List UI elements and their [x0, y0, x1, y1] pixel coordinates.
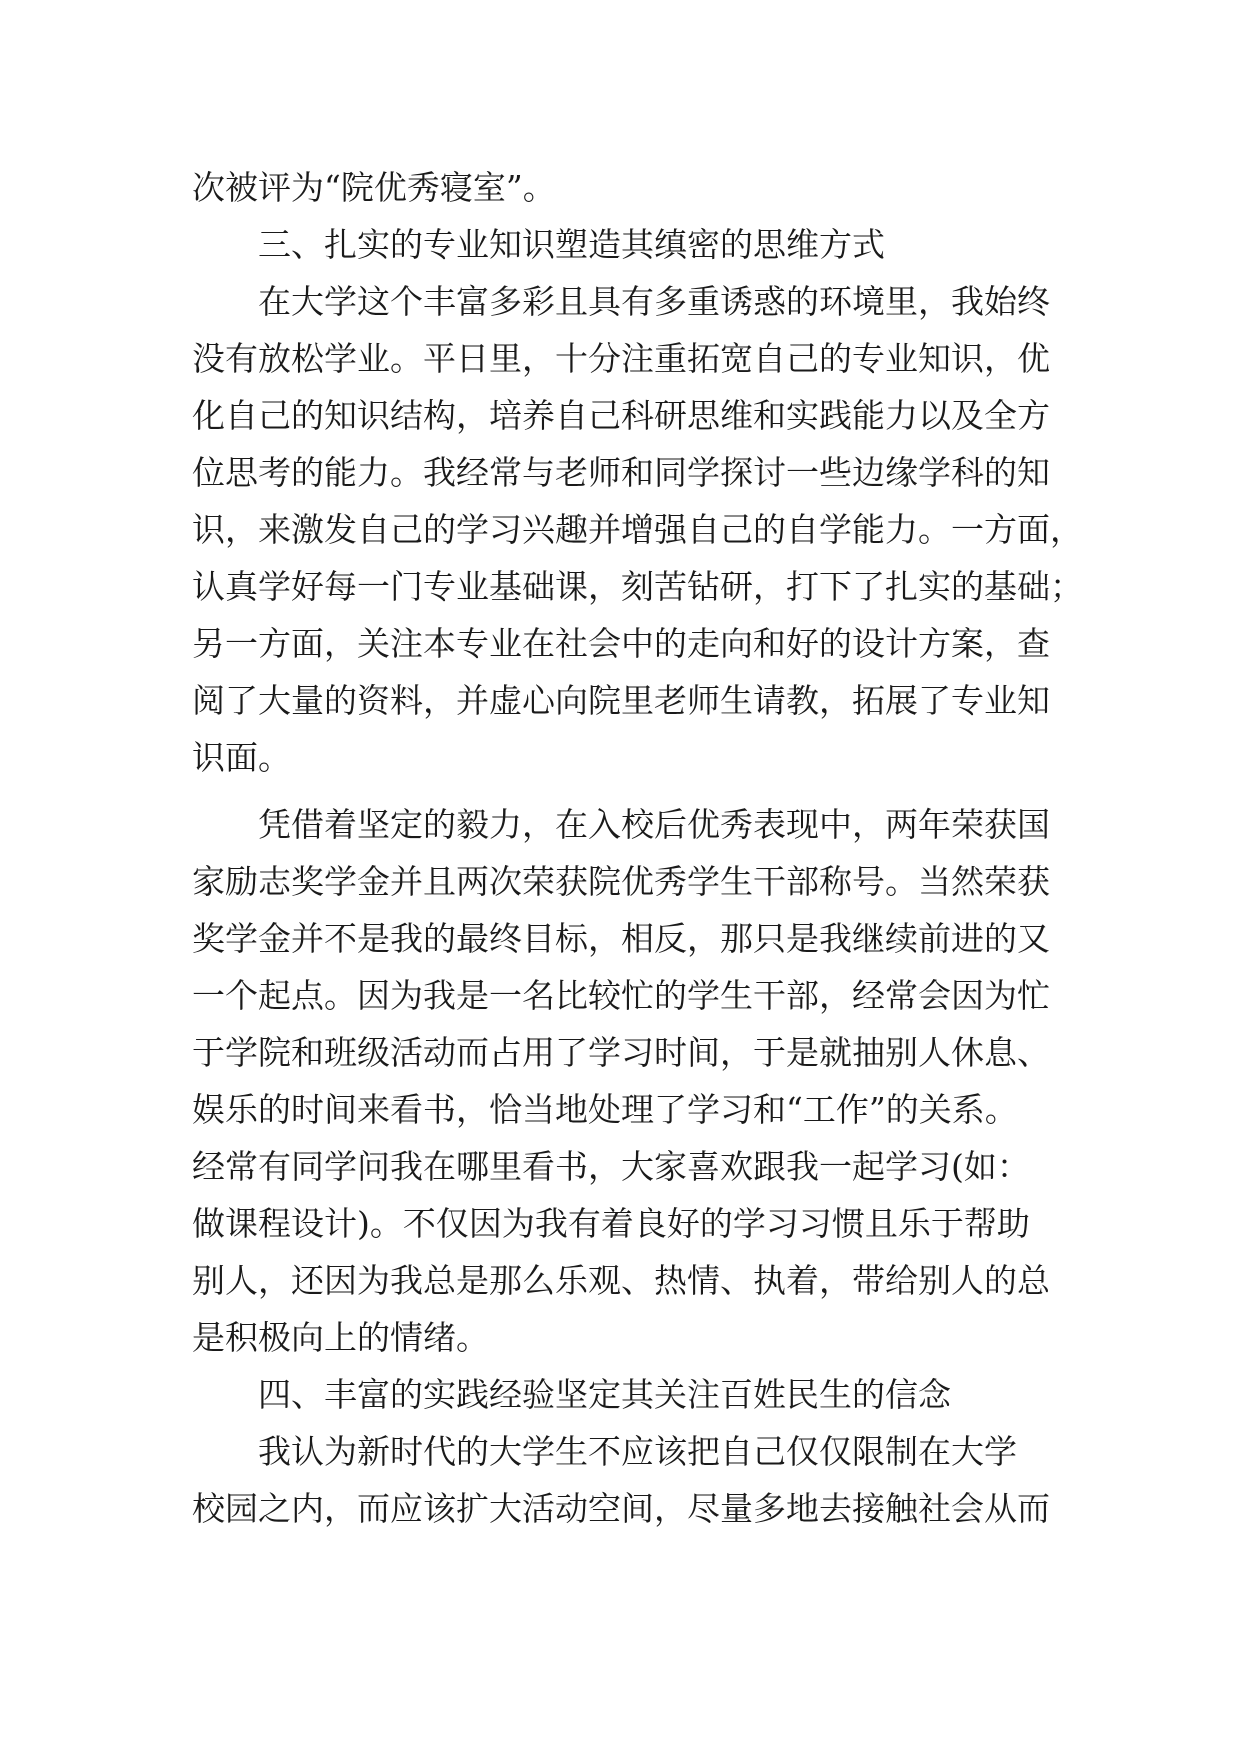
text-line-10: 阅了大量的资料，并虚心向院里老师生请教，拓展了专业知 [192, 681, 1050, 720]
text-line-3: 在大学这个丰富多彩且具有多重诱惑的环境里，我始终 [258, 282, 1050, 321]
section-heading-4: 四、丰富的实践经验坚定其关注百姓民生的信念 [258, 1375, 951, 1414]
text-line-5: 化自己的知识结构，培养自己科研思维和实践能力以及全方 [192, 396, 1050, 435]
text-line-1: 次被评为“院优秀寝室”。 [192, 168, 556, 207]
text-line-13: 家励志奖学金并且两次荣获院优秀学生干部称号。当然荣获 [192, 862, 1050, 901]
text-line-24: 校园之内，而应该扩大活动空间，尽量多地去接触社会从而 [192, 1489, 1050, 1528]
text-line-18: 经常有同学问我在哪里看书，大家喜欢跟我一起学习(如： [192, 1147, 1030, 1186]
text-line-11: 识面。 [192, 738, 291, 777]
text-line-23: 我认为新时代的大学生不应该把自己仅仅限制在大学 [258, 1432, 1017, 1471]
text-line-20: 别人，还因为我总是那么乐观、热情、执着，带给别人的总 [192, 1261, 1050, 1300]
text-line-16: 于学院和班级活动而占用了学习时间，于是就抽别人休息、 [192, 1033, 1050, 1072]
text-line-21: 是积极向上的情绪。 [192, 1318, 489, 1357]
text-line-6: 位思考的能力。我经常与老师和同学探讨一些边缘学科的知 [192, 453, 1050, 492]
text-line-8: 认真学好每一门专业基础课，刻苦钻研，打下了扎实的基础； [192, 567, 1083, 606]
text-line-17: 娱乐的时间来看书，恰当地处理了学习和“工作”的关系。 [192, 1090, 1018, 1129]
text-line-12: 凭借着坚定的毅力，在入校后优秀表现中，两年荣获国 [258, 805, 1050, 844]
text-line-14: 奖学金并不是我的最终目标，相反，那只是我继续前进的又 [192, 919, 1050, 958]
text-line-4: 没有放松学业。平日里，十分注重拓宽自己的专业知识，优 [192, 339, 1050, 378]
text-line-9: 另一方面，关注本专业在社会中的走向和好的设计方案，查 [192, 624, 1050, 663]
text-line-15: 一个起点。因为我是一名比较忙的学生干部，经常会因为忙 [192, 976, 1050, 1015]
section-heading-3: 三、扎实的专业知识塑造其缜密的思维方式 [258, 225, 885, 264]
text-line-7: 识，来激发自己的学习兴趣并增强自己的自学能力。一方面， [192, 510, 1083, 549]
text-line-19: 做课程设计)。不仅因为我有着良好的学习习惯且乐于帮助 [192, 1204, 1030, 1243]
